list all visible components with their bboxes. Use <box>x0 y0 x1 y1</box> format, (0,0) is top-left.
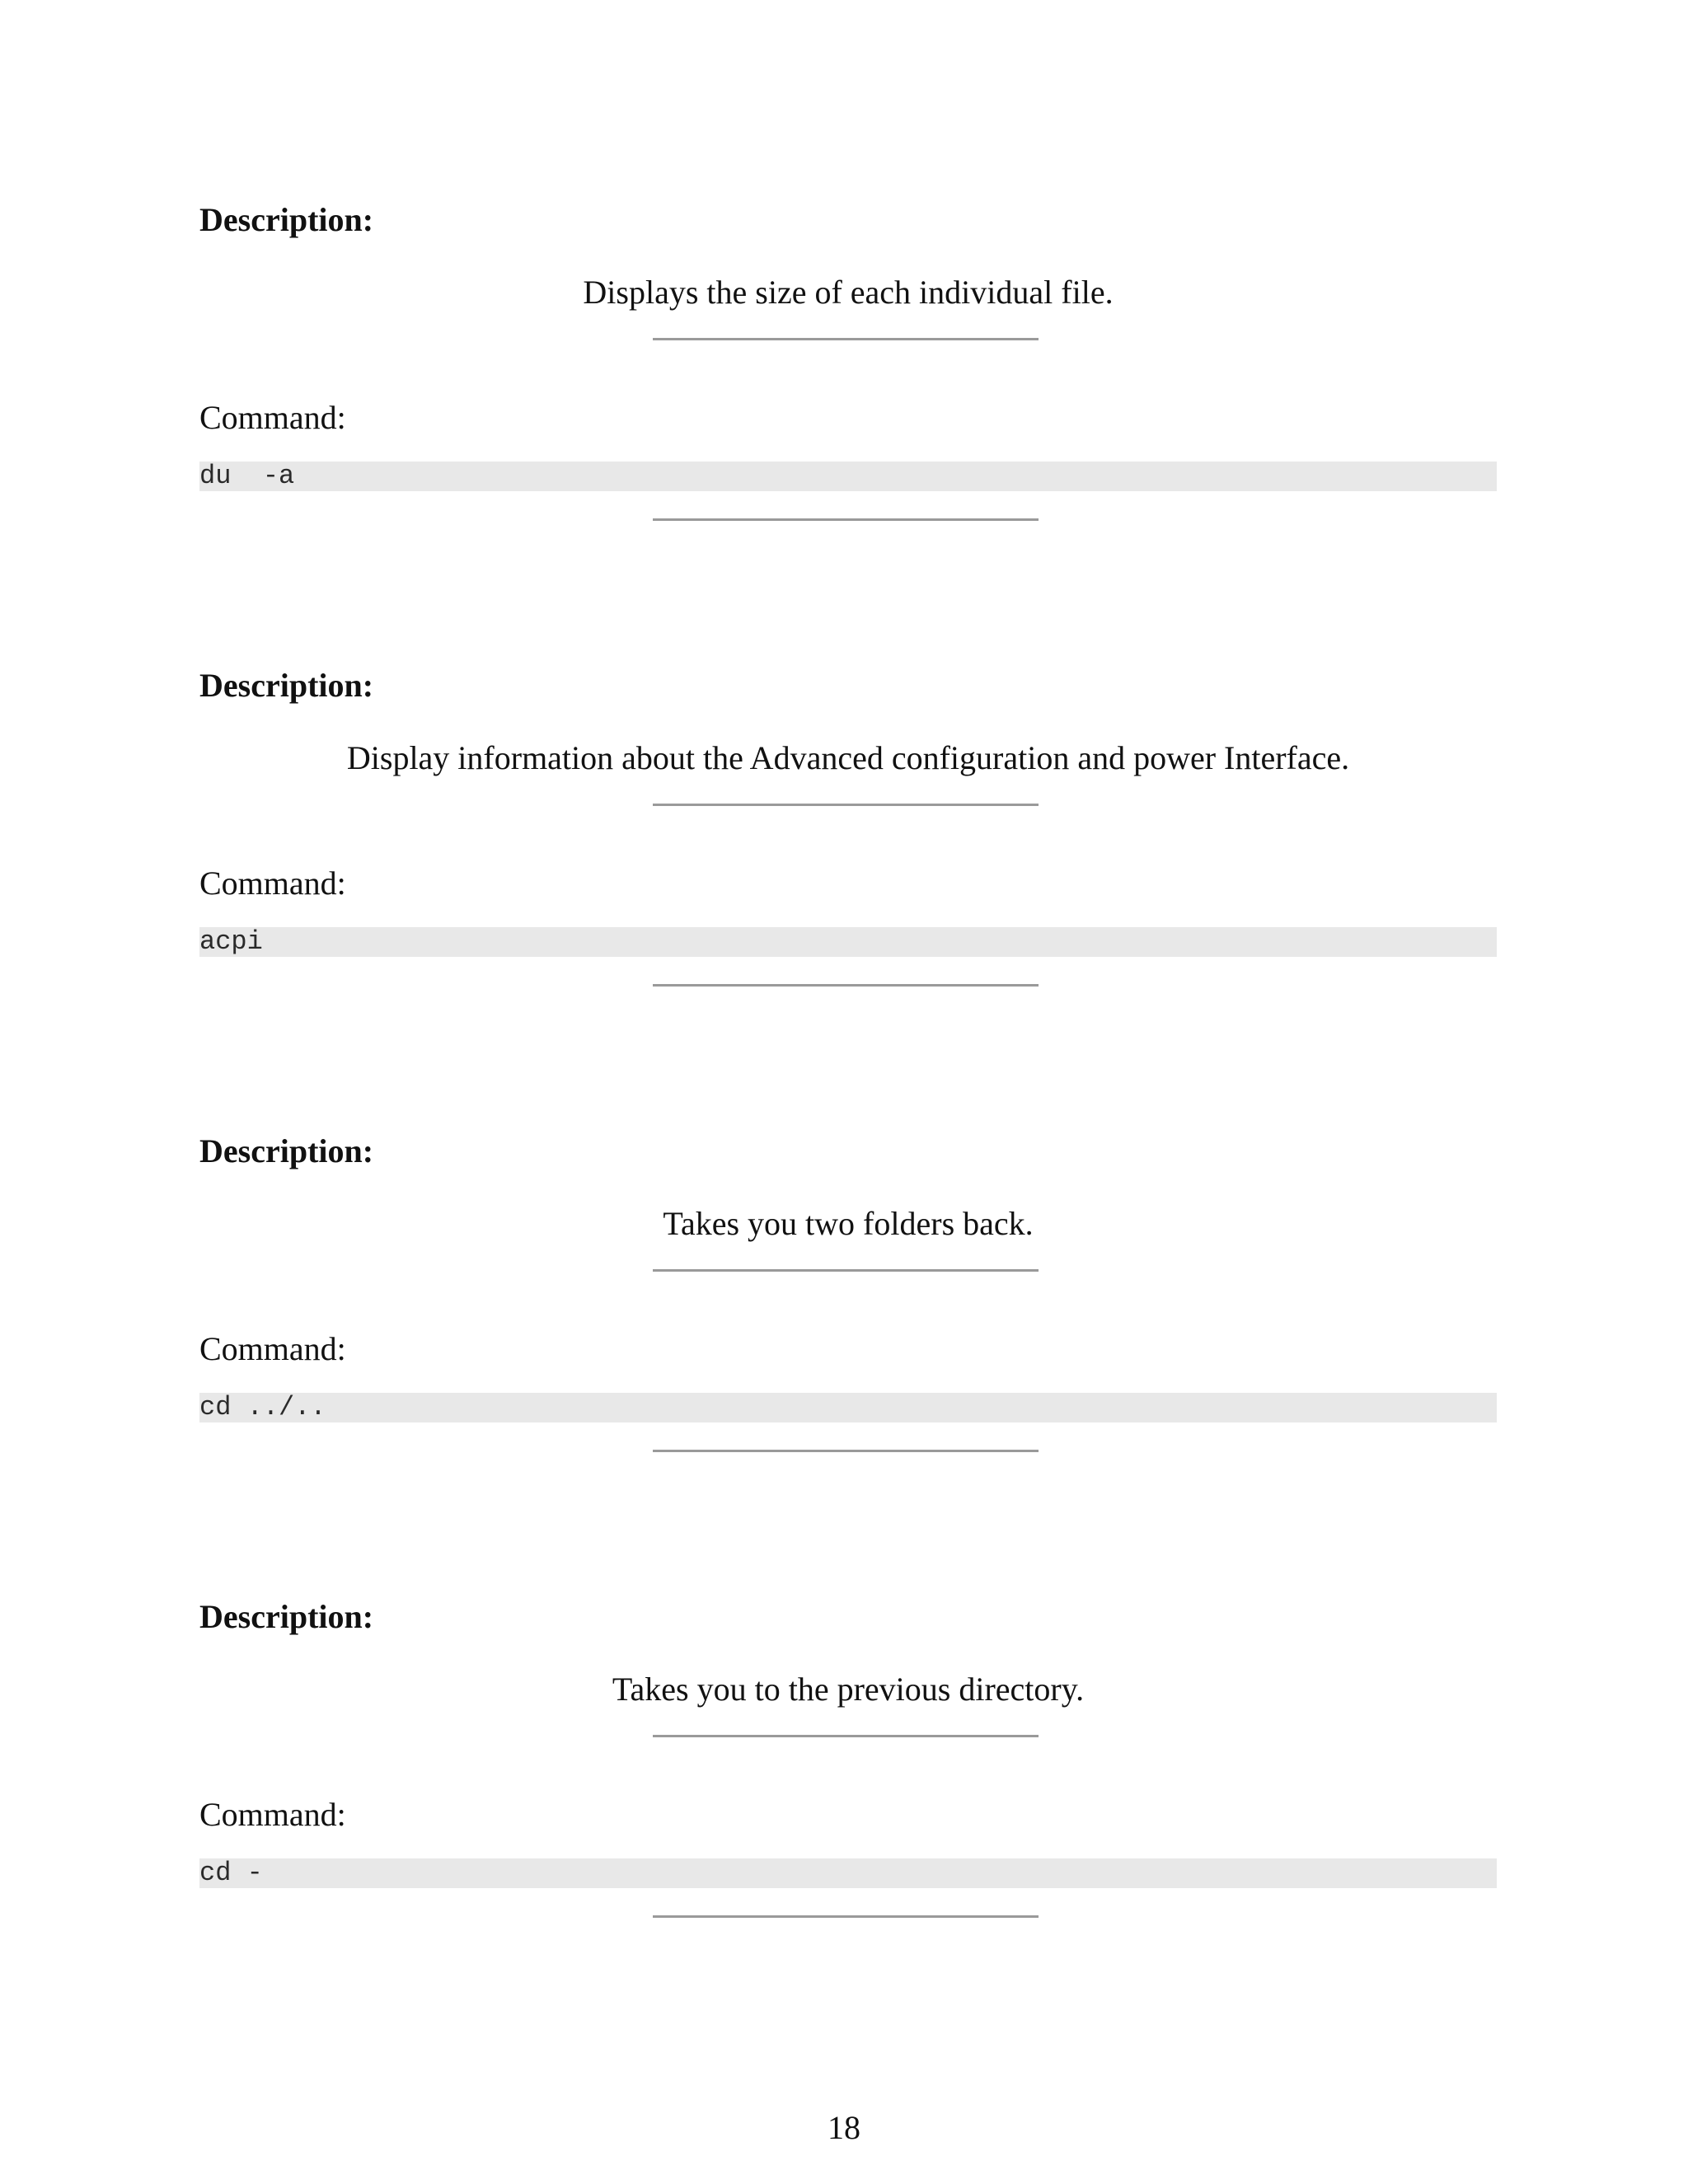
divider-line <box>653 338 1039 340</box>
description-heading: Description: <box>199 1598 374 1635</box>
command-heading: Command: <box>199 1330 346 1367</box>
command-code-block: cd ../.. <box>199 1393 1497 1422</box>
divider-line <box>653 984 1039 987</box>
divider-line <box>653 1450 1039 1452</box>
page-number: 18 <box>828 2109 860 2146</box>
divider-line <box>653 1915 1039 1918</box>
command-entry <box>0 1599 1688 1961</box>
command-entry <box>0 202 1688 565</box>
command-code-block: du -a <box>199 462 1497 491</box>
divider-line <box>653 518 1039 521</box>
command-entry <box>0 668 1688 1030</box>
command-heading: Command: <box>199 1796 346 1833</box>
description-text: Displays the size of each individual file. <box>583 274 1114 311</box>
command-code-block: acpi <box>199 927 1497 957</box>
divider-line <box>653 804 1039 806</box>
description-text: Display information about the Advanced configuration and power Interface. <box>346 739 1350 776</box>
command-heading: Command: <box>199 865 346 902</box>
divider-line <box>653 1735 1039 1737</box>
description-heading: Description: <box>199 667 374 704</box>
command-heading: Command: <box>199 399 346 436</box>
description-heading: Description: <box>199 201 374 238</box>
command-code-block: cd - <box>199 1858 1497 1888</box>
description-text: Takes you two folders back. <box>663 1205 1034 1242</box>
command-entry <box>0 1133 1688 1496</box>
description-text: Takes you to the previous directory. <box>612 1671 1085 1708</box>
description-heading: Description: <box>199 1132 374 1169</box>
divider-line <box>653 1269 1039 1272</box>
